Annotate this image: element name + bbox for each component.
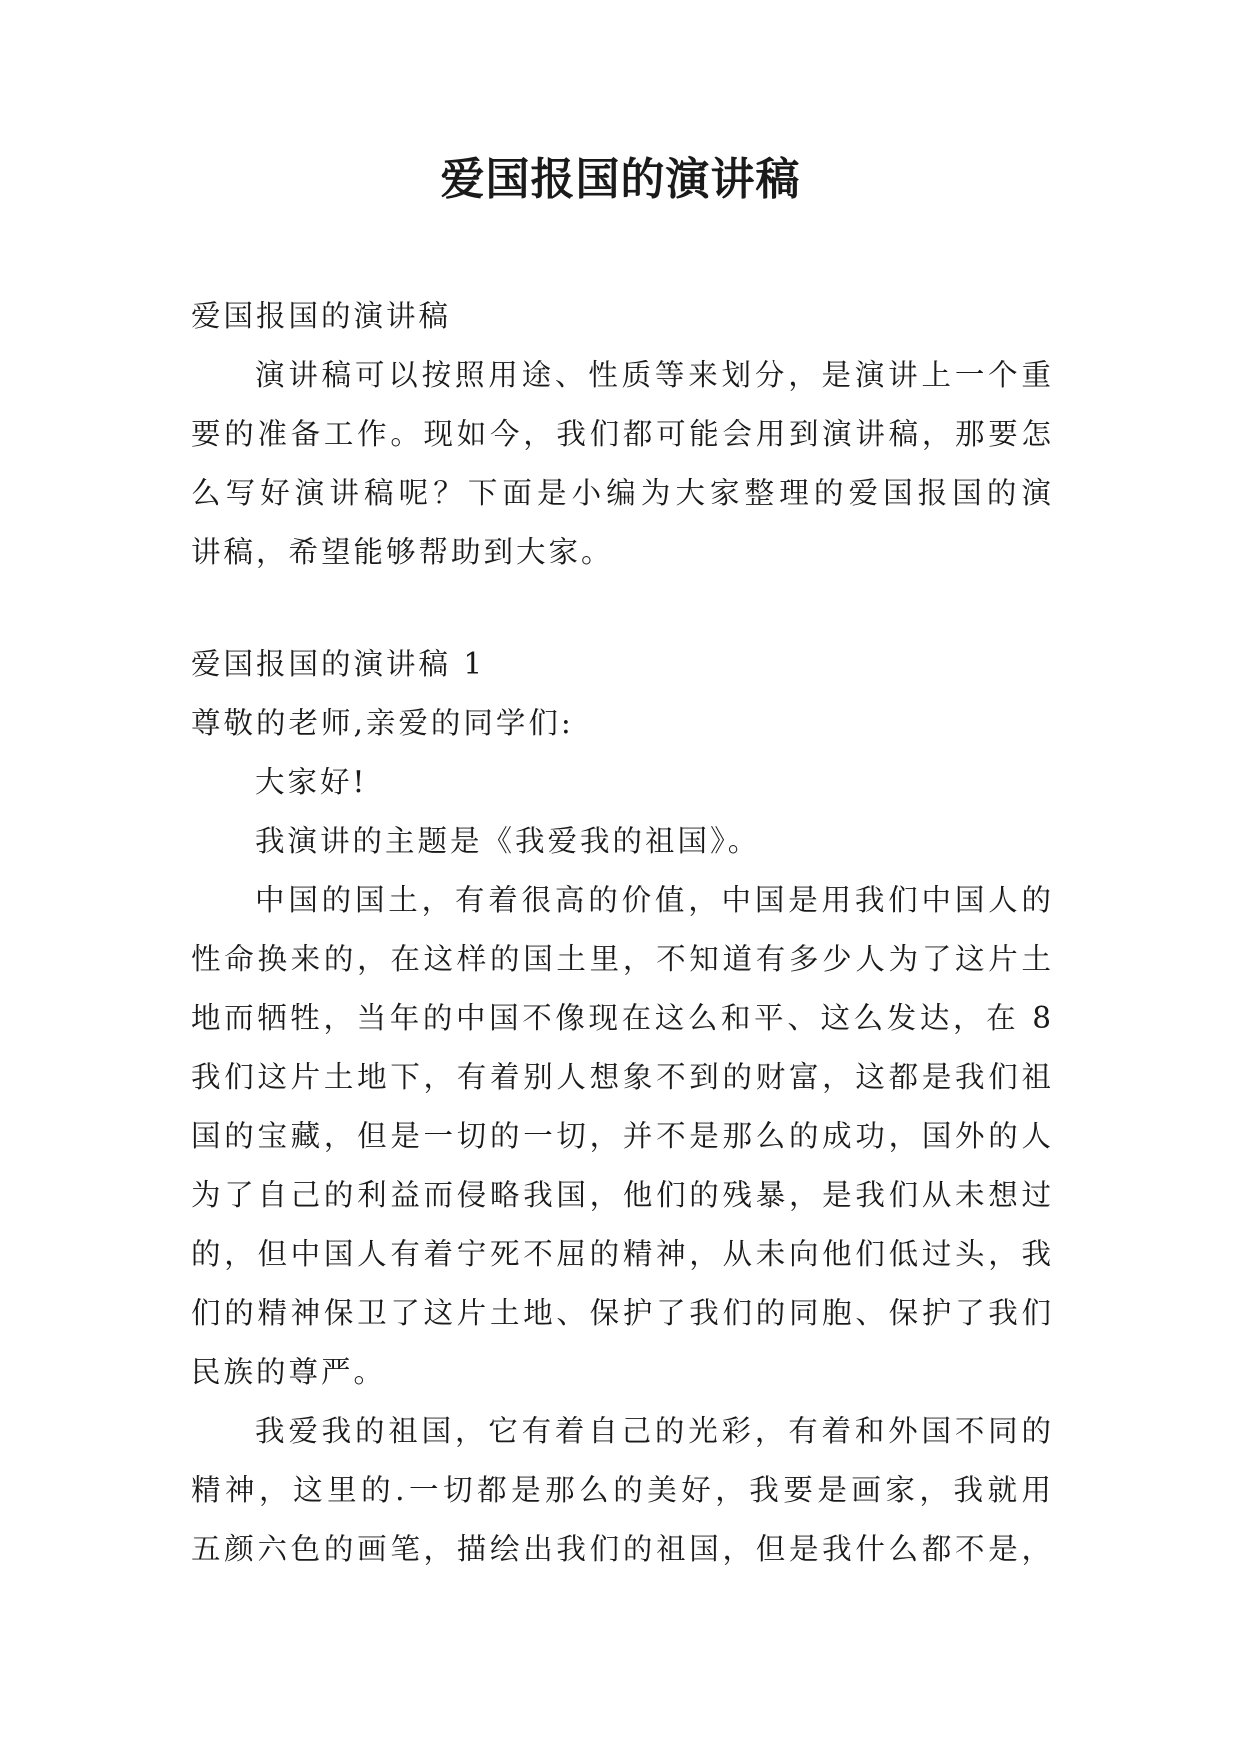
paragraph1-line-6: 为了自己的利益而侵略我国，他们的残暴，是我们从未想过 — [191, 1178, 1051, 1212]
paragraph2-line-3: 五颜六色的画笔，描绘出我们的祖国，但是我什么都不是， — [191, 1532, 1051, 1566]
section-heading: 爱国报国的演讲稿 — [191, 299, 452, 333]
intro-line-2: 要的准备工作。现如今，我们都可能会用到演讲稿，那要怎 — [191, 417, 1051, 451]
salutation: 尊敬的老师,亲爱的同学们: — [191, 706, 574, 740]
paragraph1-line-8: 们的精神保卫了这片土地、保护了我们的同胞、保护了我们 — [191, 1296, 1051, 1330]
paragraph2-line-1: 我爱我的祖国，它有着自己的光彩，有着和外国不同的 — [255, 1414, 1051, 1448]
paragraph1-line-4: 我们这片土地下，有着别人想象不到的财富，这都是我们祖 — [191, 1060, 1051, 1094]
paragraph2-line-2: 精神，这里的.一切都是那么的美好，我要是画家，我就用 — [191, 1473, 1051, 1507]
paragraph1-line-5: 国的宝藏，但是一切的一切，并不是那么的成功，国外的人 — [191, 1119, 1051, 1153]
paragraph1-line-1: 中国的国土，有着很高的价值，中国是用我们中国人的 — [255, 883, 1051, 917]
speech-theme: 我演讲的主题是《我爱我的祖国》。 — [255, 824, 761, 858]
paragraph1-line-7: 的，但中国人有着宁死不屈的精神，从未向他们低过头，我 — [191, 1237, 1051, 1271]
document-title: 爱国报国的演讲稿 — [440, 154, 801, 205]
greeting: 大家好! — [255, 765, 368, 799]
paragraph-gap — [191, 582, 1051, 635]
intro-line-3: 么写好演讲稿呢？下面是小编为大家整理的爱国报国的演 — [191, 476, 1051, 510]
intro-line-1: 演讲稿可以按照用途、性质等来划分，是演讲上一个重 — [255, 358, 1051, 392]
document-body — [191, 287, 1051, 1579]
paragraph1-line-9: 民族的尊严。 — [191, 1355, 387, 1389]
intro-line-4: 讲稿，希望能够帮助到大家。 — [191, 535, 614, 569]
paragraph1-line-3: 地而牺牲，当年的中国不像现在这么和平、这么发达，在 8 — [191, 1001, 1051, 1035]
paragraph1-line-2: 性命换来的，在这样的国土里，不知道有多少人为了这片土 — [191, 942, 1051, 976]
speech-heading: 爱国报国的演讲稿 1 — [191, 647, 486, 681]
